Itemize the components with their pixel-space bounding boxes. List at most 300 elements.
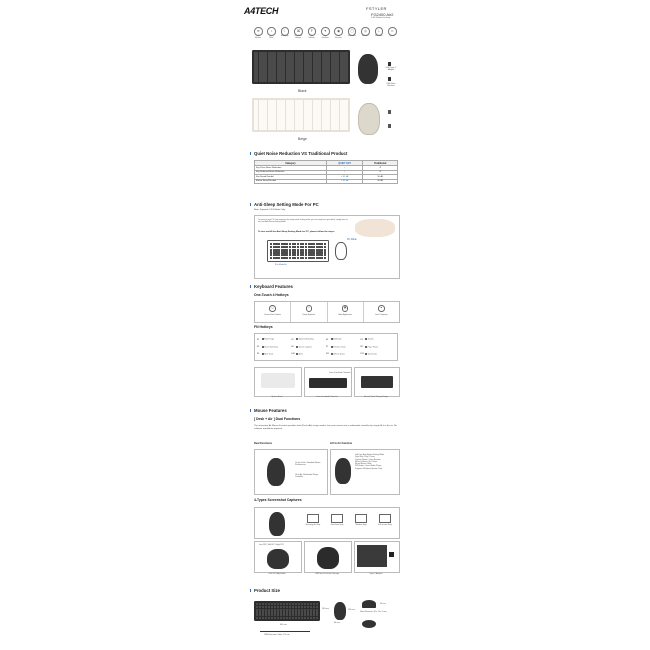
beige-keyboard-image	[252, 98, 350, 132]
fn-key-item	[292, 353, 327, 356]
key	[308, 100, 312, 105]
key	[277, 67, 281, 72]
key	[310, 617, 312, 619]
key	[340, 67, 344, 72]
key	[340, 120, 344, 125]
key	[263, 105, 267, 110]
key	[281, 72, 285, 77]
hotkey-label: Screenshot Options	[264, 313, 281, 316]
key	[331, 125, 335, 130]
key	[259, 125, 263, 130]
key	[280, 603, 282, 605]
key	[340, 115, 344, 120]
table-cell: Key Rebound Noise Reduction	[255, 170, 327, 174]
key	[283, 603, 285, 605]
key	[322, 77, 326, 82]
key	[289, 257, 291, 259]
key	[298, 603, 300, 605]
key	[299, 115, 303, 120]
fn-hotkeys-grid	[254, 333, 398, 361]
fn-key-item	[361, 353, 396, 356]
key	[316, 614, 318, 616]
key	[268, 100, 272, 105]
key	[277, 115, 281, 120]
key	[268, 125, 272, 130]
capture-types	[303, 512, 395, 536]
key	[299, 125, 303, 130]
key	[317, 67, 321, 72]
key	[281, 100, 285, 105]
key	[313, 62, 317, 67]
key	[313, 606, 315, 608]
key	[270, 243, 272, 245]
key	[313, 614, 315, 616]
key	[321, 243, 323, 245]
feature-label: Anti-Sleep	[281, 36, 289, 37]
air-note: Left Key: Anti-Motion Setting Mode	[355, 454, 385, 456]
key	[281, 62, 285, 67]
fn-key-code: F6	[291, 346, 294, 349]
key	[295, 603, 297, 605]
key	[277, 617, 279, 619]
fn-key-item	[292, 346, 327, 349]
key	[259, 115, 263, 120]
key	[272, 120, 276, 125]
key	[317, 120, 321, 125]
key	[331, 105, 335, 110]
key	[263, 125, 267, 130]
key	[292, 603, 294, 605]
key	[277, 100, 281, 105]
key	[299, 52, 303, 57]
key	[277, 110, 281, 115]
key	[321, 246, 323, 248]
fn-key-label: Previous Track	[333, 346, 346, 349]
hotkey-label: Lock Computer	[374, 313, 388, 316]
air-note: DPI Button: Open Media Player	[355, 465, 382, 468]
feature-item	[375, 27, 383, 39]
capture-item	[303, 512, 323, 536]
feature-item	[334, 27, 342, 39]
key	[271, 614, 273, 616]
feature-item	[254, 27, 262, 39]
capture-label: Free-form Snip	[330, 524, 344, 526]
mouse-top-image	[362, 620, 376, 628]
fn-key-label: Screen Capture	[298, 346, 312, 349]
quiet-heading: Quiet Noise Reduction VS Traditional Product	[254, 151, 348, 156]
key	[299, 77, 303, 82]
key	[304, 57, 308, 62]
bottom-label: Type-C Adapter	[369, 573, 383, 575]
key	[280, 614, 282, 616]
key	[299, 67, 303, 72]
anti-sleep-heading: Anti-Sleep Setting Mode For PC	[254, 202, 319, 207]
cable-image	[260, 631, 310, 632]
key	[259, 67, 263, 72]
key	[307, 617, 309, 619]
key	[295, 110, 299, 115]
feature-label: 2000 DPI	[361, 36, 369, 37]
fn-hotkeys-heading: FN Hotkeys	[254, 325, 273, 329]
fn-key-code: F7	[326, 346, 329, 349]
key	[281, 115, 285, 120]
key	[326, 52, 330, 57]
black-keyboard-image	[309, 378, 347, 388]
key	[344, 62, 348, 67]
key	[292, 614, 294, 616]
key	[308, 72, 312, 77]
key	[313, 77, 317, 82]
key	[324, 257, 326, 259]
fn-key-label: Volume Up	[367, 353, 377, 356]
key	[326, 72, 330, 77]
key	[295, 62, 299, 67]
key	[322, 110, 326, 115]
key	[268, 120, 272, 125]
fn-key-code: F5	[257, 346, 260, 349]
anti-sleep-note: Note: Supports 2.4G Mode Only	[254, 209, 286, 211]
key	[259, 100, 263, 105]
key	[331, 115, 335, 120]
key	[278, 246, 280, 248]
air-mode-card	[330, 449, 400, 495]
pin-mode-label: Pin Mode	[347, 239, 357, 241]
anti-sleep-instruction: To turn on/off the Anti-Sleep Setting Mode for PC, please follow the steps:	[258, 231, 335, 233]
key	[331, 77, 335, 82]
dual-functions-heading: [ Desk + Air ] Dual Functions	[254, 417, 301, 421]
key	[263, 100, 267, 105]
key	[335, 67, 339, 72]
key	[254, 105, 258, 110]
key	[268, 67, 272, 72]
key	[270, 254, 272, 256]
anti-sleep-description: To prevent your PC from entering the sleep mode setting while you are away from your desk, simply turn on our new Anti-Sleep Setting Mode	[258, 219, 348, 224]
typec-adapter-icon	[389, 552, 394, 557]
key	[299, 57, 303, 62]
feature-item	[388, 27, 396, 39]
key	[304, 120, 308, 125]
key	[340, 110, 344, 115]
table-cell: Key Sound Decibel	[255, 175, 327, 179]
key	[331, 52, 335, 57]
model-name: FG2400 Air2	[371, 12, 394, 17]
key	[272, 100, 276, 105]
key	[278, 243, 280, 245]
key	[335, 125, 339, 130]
fn-key-label: Touch Switching	[264, 346, 278, 349]
key	[344, 105, 348, 110]
key	[313, 100, 317, 105]
key	[301, 617, 303, 619]
key	[290, 115, 294, 120]
key	[274, 606, 276, 608]
screenshot-heading: 4-Types Screenshot Captures	[254, 498, 302, 502]
content-column	[244, 0, 400, 650]
beige-mouse-image	[358, 103, 380, 135]
dpi-note: Low DPI / Mid DPI / High DPI	[259, 544, 284, 546]
key	[317, 77, 321, 82]
key	[307, 614, 309, 616]
key	[322, 57, 326, 62]
key	[322, 105, 326, 110]
key	[263, 72, 267, 77]
key	[321, 254, 323, 256]
key	[298, 614, 300, 616]
key	[298, 617, 300, 619]
feature-label: 2.4G Wireless	[254, 36, 262, 39]
fn-key-label: System Switching	[298, 338, 314, 341]
key	[340, 57, 344, 62]
key	[331, 72, 335, 77]
hide-icon: ▣	[342, 305, 349, 312]
product-size-heading: Product Size	[254, 588, 281, 593]
column-header: Category	[255, 161, 327, 166]
receiver-size: Nano Receiver: 18 x 14 x 5 mm	[360, 611, 387, 613]
key	[277, 52, 281, 57]
key	[281, 105, 285, 110]
key	[254, 67, 258, 72]
mouse-length: 105 mm	[348, 609, 355, 611]
model-subtitle: 2.4G Wireless Desktop	[371, 17, 391, 19]
key	[326, 62, 330, 67]
key	[299, 62, 303, 67]
key	[286, 62, 290, 67]
key	[313, 254, 315, 256]
key	[295, 115, 299, 120]
key	[297, 257, 299, 259]
key	[304, 603, 306, 605]
table-cell: ✗	[363, 170, 398, 174]
key	[272, 52, 276, 57]
key	[304, 52, 308, 57]
key	[283, 614, 285, 616]
beige-label: Beige	[298, 137, 307, 141]
feature-label: One-Touch Hotkeys	[294, 36, 303, 39]
key	[326, 110, 330, 115]
highlight-label: Laser Inscribed Character	[316, 396, 338, 398]
key	[340, 77, 344, 82]
key	[310, 606, 312, 608]
keyboard-width: 441 mm	[280, 624, 287, 626]
key	[290, 125, 294, 130]
key	[344, 52, 348, 57]
key	[310, 614, 312, 616]
receiver-icon	[388, 110, 391, 114]
key	[317, 57, 321, 62]
key	[308, 67, 312, 72]
key	[259, 110, 263, 115]
key	[277, 120, 281, 125]
key	[268, 62, 272, 67]
key	[299, 105, 303, 110]
laptop-image	[357, 545, 387, 567]
key	[290, 52, 294, 57]
key	[286, 120, 290, 125]
key	[331, 100, 335, 105]
brand-logo: A4TECH	[244, 6, 279, 16]
key	[281, 57, 285, 62]
highlight-label: Spacer Keep	[271, 396, 283, 398]
key	[263, 115, 267, 120]
key	[277, 606, 279, 608]
typec-icon: ⊂	[388, 27, 397, 36]
desk-mode-card	[254, 449, 328, 495]
key	[281, 67, 285, 72]
key	[299, 110, 303, 115]
air-note: Wheel: Volume Up / Down	[355, 460, 378, 463]
capture-label: Window Snip	[355, 524, 367, 526]
key	[313, 257, 315, 259]
screenshot-icon: ▢	[348, 27, 357, 36]
key	[340, 52, 344, 57]
one-touch-hotkeys	[254, 301, 400, 323]
key	[344, 57, 348, 62]
mouse-image	[335, 458, 351, 484]
fn-key-item	[257, 353, 292, 356]
key	[295, 57, 299, 62]
key	[308, 57, 312, 62]
key	[268, 77, 272, 82]
key	[304, 614, 306, 616]
key	[263, 77, 267, 82]
usb-receiver-note: USB Nano Receiver	[386, 83, 396, 88]
key	[295, 67, 299, 72]
key	[335, 52, 339, 57]
air-notes	[355, 454, 397, 470]
feature-item	[267, 27, 275, 39]
fn-key-item	[326, 346, 361, 349]
key	[295, 606, 297, 608]
mouse-image	[269, 512, 285, 536]
key	[299, 100, 303, 105]
key	[281, 52, 285, 57]
key	[304, 110, 308, 115]
key	[277, 614, 279, 616]
key	[290, 62, 294, 67]
key	[344, 100, 348, 105]
key	[259, 120, 263, 125]
keyboard-size-image	[254, 601, 320, 621]
key	[290, 100, 294, 105]
key	[268, 57, 272, 62]
feature-item	[308, 27, 316, 39]
key	[286, 603, 288, 605]
fn-icon: F	[308, 27, 317, 36]
fn-key-code: F3	[326, 338, 329, 341]
key	[259, 62, 263, 67]
cable-note: USB Extension Cable: 150 cm	[264, 634, 290, 636]
key	[290, 57, 294, 62]
black-label: Black	[298, 89, 307, 93]
fn-key-code: F11	[326, 353, 330, 356]
key	[286, 67, 290, 72]
key	[289, 246, 291, 248]
key	[321, 257, 323, 259]
key	[272, 110, 276, 115]
capture-icon	[331, 514, 343, 523]
bottom-label: USB Nano Receiver Storage	[314, 573, 340, 575]
key	[305, 254, 307, 256]
key	[272, 72, 276, 77]
key	[277, 57, 281, 62]
laser-icon: ✦	[321, 27, 330, 36]
key	[340, 72, 344, 77]
key	[335, 110, 339, 115]
key	[290, 77, 294, 82]
column-header: Traditional	[363, 161, 398, 166]
key	[259, 57, 263, 62]
key	[313, 120, 317, 125]
usb-receiver-icon	[388, 124, 391, 128]
dpi-card	[254, 541, 302, 573]
air-note: Wheel Button: Mute	[355, 463, 372, 466]
key	[286, 77, 290, 82]
receiver-note: USB Type-C Adapter	[385, 67, 397, 72]
receiver-icon	[388, 62, 391, 66]
key	[254, 77, 258, 82]
key	[281, 125, 285, 130]
air-note: Supports Windows System Only	[355, 467, 383, 470]
laser-tag: Laser Inscribed Character	[329, 372, 351, 374]
key	[313, 52, 317, 57]
key	[286, 110, 290, 115]
key	[289, 603, 291, 605]
key	[308, 120, 312, 125]
key	[335, 57, 339, 62]
key	[322, 120, 326, 125]
capture-item	[375, 512, 395, 536]
key	[286, 606, 288, 608]
key	[290, 105, 294, 110]
key	[272, 57, 276, 62]
key	[304, 77, 308, 82]
key	[254, 57, 258, 62]
key	[278, 254, 280, 256]
feature-label: FN Hotkeys	[308, 36, 315, 39]
feature-item	[348, 27, 356, 39]
black-keyboard-image	[252, 50, 350, 84]
key	[277, 105, 281, 110]
highlight-saving	[354, 367, 400, 397]
hotkey-label: Emoji Symbols	[302, 313, 316, 316]
feature-label: Screenshot	[347, 36, 356, 37]
hotkey-item	[363, 302, 399, 322]
key	[286, 72, 290, 77]
key	[313, 603, 315, 605]
key	[263, 67, 267, 72]
key	[290, 110, 294, 115]
hand-illustration	[355, 219, 395, 237]
table-cell: 50 dB	[363, 179, 398, 183]
mouse-width: 64 mm	[334, 622, 340, 624]
key	[335, 62, 339, 67]
key	[286, 52, 290, 57]
key	[317, 100, 321, 105]
key	[272, 125, 276, 130]
key	[340, 62, 344, 67]
key	[297, 246, 299, 248]
key	[331, 120, 335, 125]
key	[268, 115, 272, 120]
key	[254, 52, 258, 57]
key	[259, 77, 263, 82]
key	[278, 257, 280, 259]
key	[274, 617, 276, 619]
key	[263, 110, 267, 115]
key	[304, 125, 308, 130]
key	[308, 105, 312, 110]
key	[254, 100, 258, 105]
